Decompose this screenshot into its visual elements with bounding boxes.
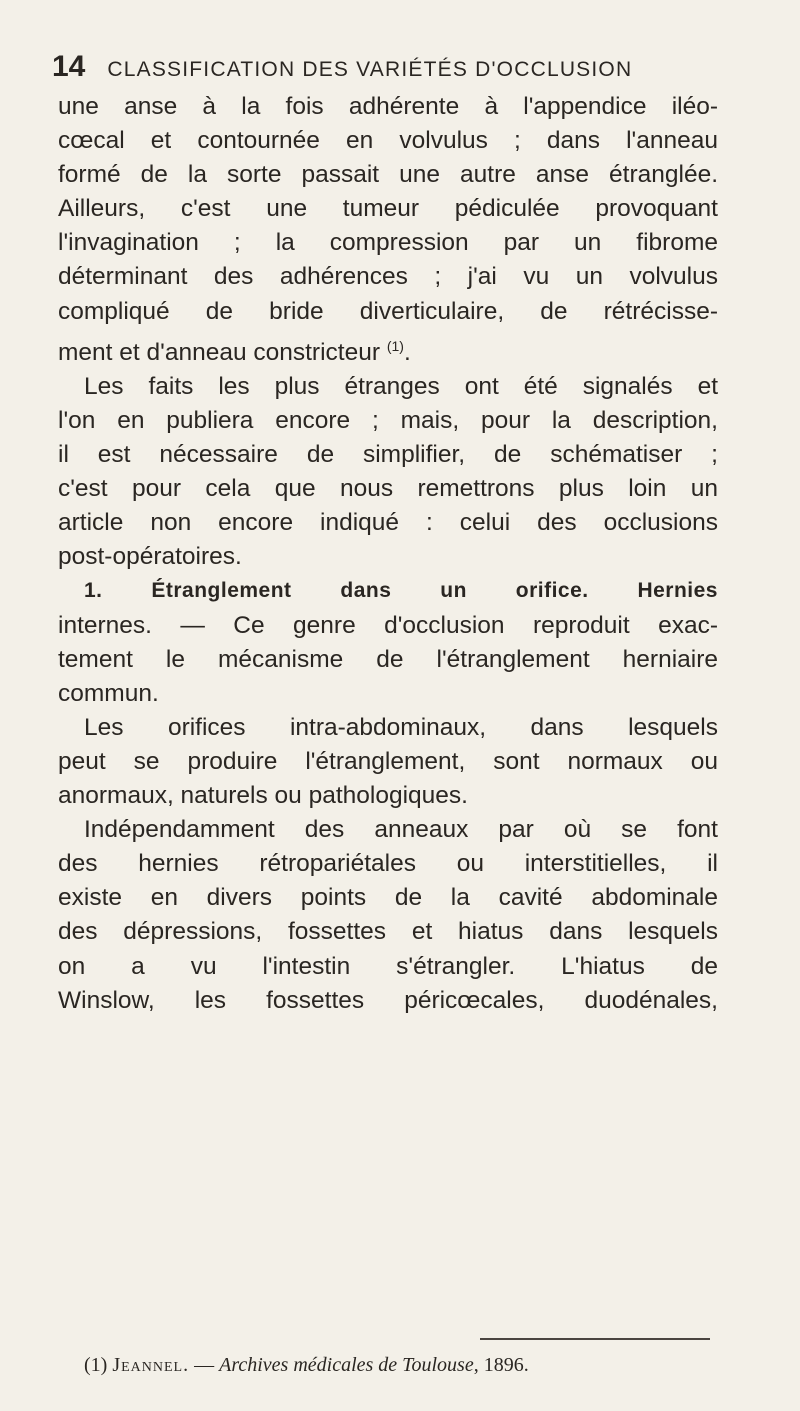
text-line: commun. — [58, 679, 159, 707]
text-line: tement le mécanisme de l'étranglement herniaire — [58, 645, 718, 673]
body-text — [58, 90, 718, 1018]
footnote-rule — [480, 1338, 710, 1340]
footnote-author: Jeannel. — [112, 1354, 190, 1376]
text-line: Les faits les plus étranges ont été signalés et — [84, 372, 718, 400]
text-line: Winslow, les fossettes péricœcales, duodénales, — [58, 986, 718, 1014]
footnote-reference: (1) — [386, 337, 404, 354]
text-line: Ailleurs, c'est une tumeur pédiculée provoquant — [58, 195, 718, 223]
text-line: cœcal et contournée en volvulus ; dans l'anneau — [58, 127, 718, 155]
text-line: anormaux, naturels ou pathologiques. — [58, 782, 468, 810]
text-line: ment et d'anneau constricteur $^{(1)}$. — [58, 337, 411, 366]
text-line: on a vu l'intestin s'étrangler. L'hiatus de — [58, 952, 718, 980]
footnote — [84, 1354, 724, 1377]
text-fragment: ment et d'anneau constricteur — [58, 338, 381, 366]
text-line: compliqué de bride diverticulaire, de rétrécisse- — [58, 297, 718, 325]
text-line: l'on en publiera encore ; mais, pour la description, — [58, 407, 718, 434]
footnote-journal: Archives médicales de Toulouse — [219, 1354, 474, 1376]
footnote-marker: (1) — [84, 1354, 108, 1376]
text-line: Indépendamment des anneaux par où se font — [84, 816, 718, 844]
text-line: des hernies rétropariétales ou interstitielles, il — [58, 850, 718, 878]
section-heading: 1. Étranglement dans un orifice. Hernies — [84, 579, 718, 603]
text-line: formé de la sorte passait une autre anse étranglée. — [58, 161, 718, 189]
text-line: peut se produire l'étranglement, sont normaux ou — [58, 747, 718, 775]
page-header — [52, 50, 718, 90]
text-line: internes. — Ce genre d'occlusion reproduit exac- — [58, 611, 718, 639]
running-head: CLASSIFICATION DES VARIÉTÉS D'OCCLUSION — [107, 58, 633, 81]
footnote-dash: — — [189, 1354, 220, 1376]
text-line: article non encore indiqué : celui des occlusions — [58, 509, 718, 537]
text-line: post-opératoires. — [58, 543, 242, 571]
text-line: des dépressions, fossettes et hiatus dans lesquels — [58, 918, 718, 946]
page-number: 14 — [52, 50, 86, 83]
text-line: existe en divers points de la cavité abdominale — [58, 884, 718, 912]
page — [52, 50, 718, 1018]
footnote-year: , 1896. — [473, 1354, 529, 1376]
text-line: une anse à la fois adhérente à l'appendice iléo- — [58, 93, 718, 120]
text-line: déterminant des adhérences ; j'ai vu un volvulus — [58, 263, 718, 291]
text-line: l'invagination ; la compression par un fibrome — [58, 229, 718, 257]
text-line: Les orifices intra-abdominaux, dans lesquels — [84, 713, 718, 741]
text-line: il est nécessaire de simplifier, de schématiser ; — [58, 441, 718, 469]
text-line: c'est pour cela que nous remettrons plus loin un — [58, 475, 718, 503]
